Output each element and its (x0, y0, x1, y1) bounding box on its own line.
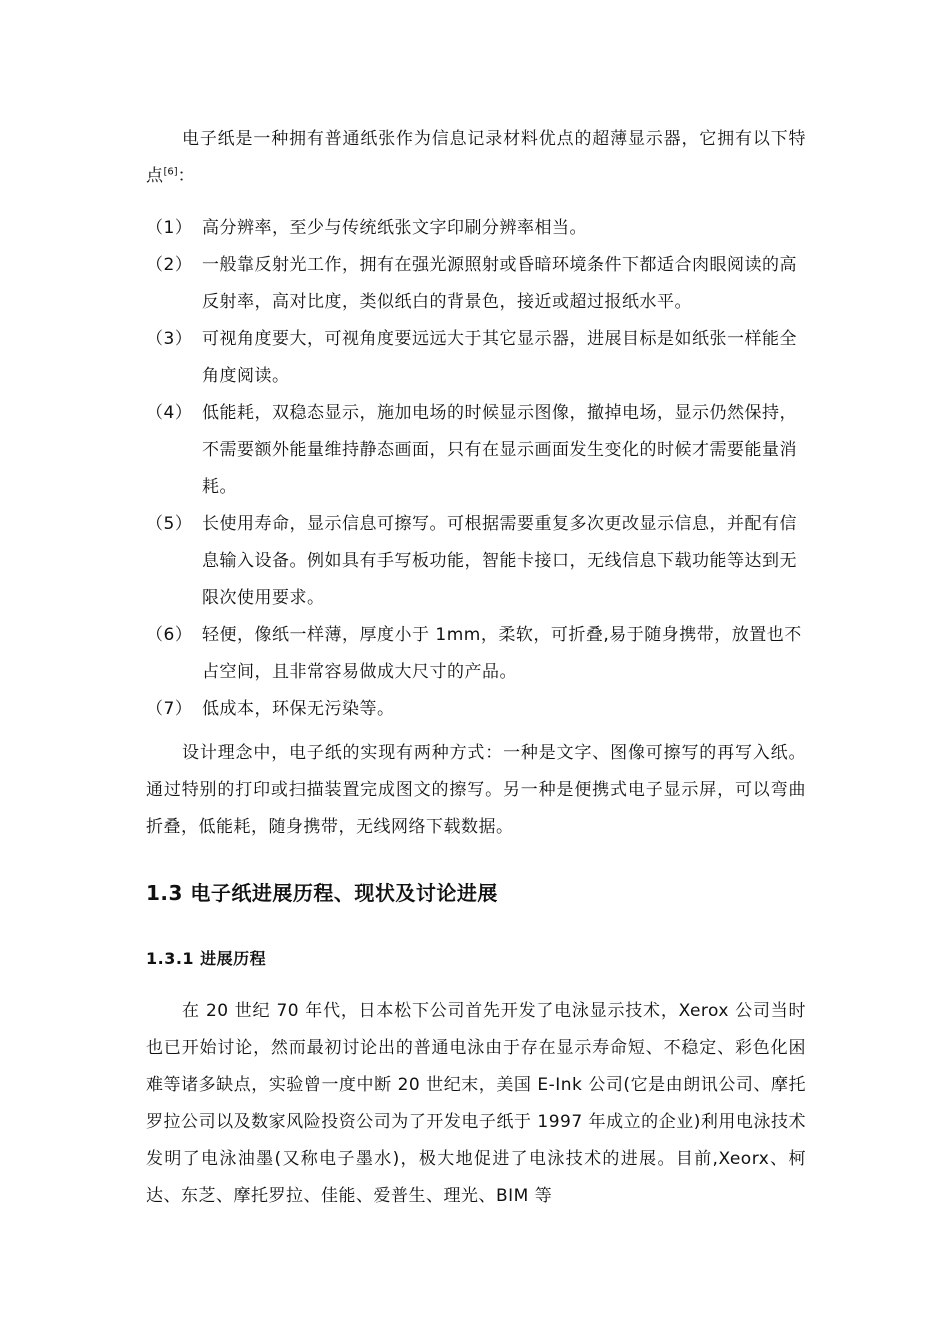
design-paragraph: 设计理念中，电子纸的实现有两种方式：一种是文字、图像可擦写的再写入纸。通过特别的打印或扫描装置完成图文的擦写。另一种是便携式电子显示屏，可以弯曲折叠，低能耗，随身携带，无线网络下载数据。 (146, 743, 806, 837)
list-item-text: 低能耗，双稳态显示，施加电场的时候显示图像，撤掉电场，显示仍然保持，不需要额外能量维持静态画面，只有在显示画面发生变化的时候才需要能量消耗。 (202, 403, 797, 497)
intro-paragraph (146, 121, 806, 195)
intro-colon: ： (177, 166, 196, 186)
intro-text: 电子纸是一种拥有普通纸张作为信息记录材料优点的超薄显示器，它拥有以下特点 (146, 129, 806, 186)
feature-list (146, 210, 806, 728)
list-item-text: 轻便，像纸一样薄，厚度小于 1mm，柔软，可折叠,易于随身携带，放置也不占空间，且非常容易做成大尺寸的产品。 (202, 625, 802, 682)
list-item (146, 321, 806, 395)
list-item-number: （1） (146, 218, 193, 238)
list-item-text: 可视角度要大，可视角度要远远大于其它显示器，进展目标是如纸张一样能全角度阅读。 (202, 329, 797, 386)
list-item-number: （7） (146, 699, 193, 719)
citation-marker: [6] (163, 166, 178, 178)
list-item-number: （3） (146, 329, 193, 349)
list-item (146, 210, 806, 247)
subsection-heading: 1.3.1 进展历程 (146, 949, 267, 968)
list-item-number: （4） (146, 403, 193, 423)
list-item (146, 395, 806, 506)
history-paragraph: 在 20 世纪 70 年代，日本松下公司首先开发了电泳显示技术，Xerox 公司当时也已开始讨论，然而最初讨论出的普通电泳由于存在显示寿命短、不稳定、彩色化困难等诸多缺点，实验曾一度中断 20 世纪末，美国 E-Ink 公司(它是由朗讯公司、摩托罗拉公司以及数家风险投资公司为了开发电子纸于 1997 年成立的企业)利用电泳技术发明了电泳油墨(又称电子墨水)，极大地促进了电泳技术的进展。目前,Xeorx、柯达、东芝、摩托罗拉、佳能、爱普生、理光、BIM 等 (146, 1001, 806, 1206)
list-item-number: （5） (146, 514, 193, 534)
list-item-number: （2） (146, 255, 193, 275)
section-heading: 1.3 电子纸进展历程、现状及讨论进展 (146, 881, 498, 905)
list-item (146, 691, 806, 728)
list-item-text: 长使用寿命，显示信息可擦写。可根据需要重复多次更改显示信息，并配有信息输入设备。例如具有手写板功能，智能卡接口，无线信息下载功能等达到无限次使用要求。 (202, 514, 797, 608)
list-item (146, 247, 806, 321)
list-item-text: 低成本，环保无污染等。 (202, 699, 395, 719)
list-item-text: 一般靠反射光工作，拥有在强光源照射或昏暗环境条件下都适合肉眼阅读的高反射率，高对比度，类似纸白的背景色，接近或超过报纸水平。 (202, 255, 797, 312)
list-item (146, 506, 806, 617)
list-item-text: 高分辨率，至少与传统纸张文字印刷分辨率相当。 (202, 218, 587, 238)
list-item-number: （6） (146, 625, 193, 645)
list-item (146, 617, 806, 691)
